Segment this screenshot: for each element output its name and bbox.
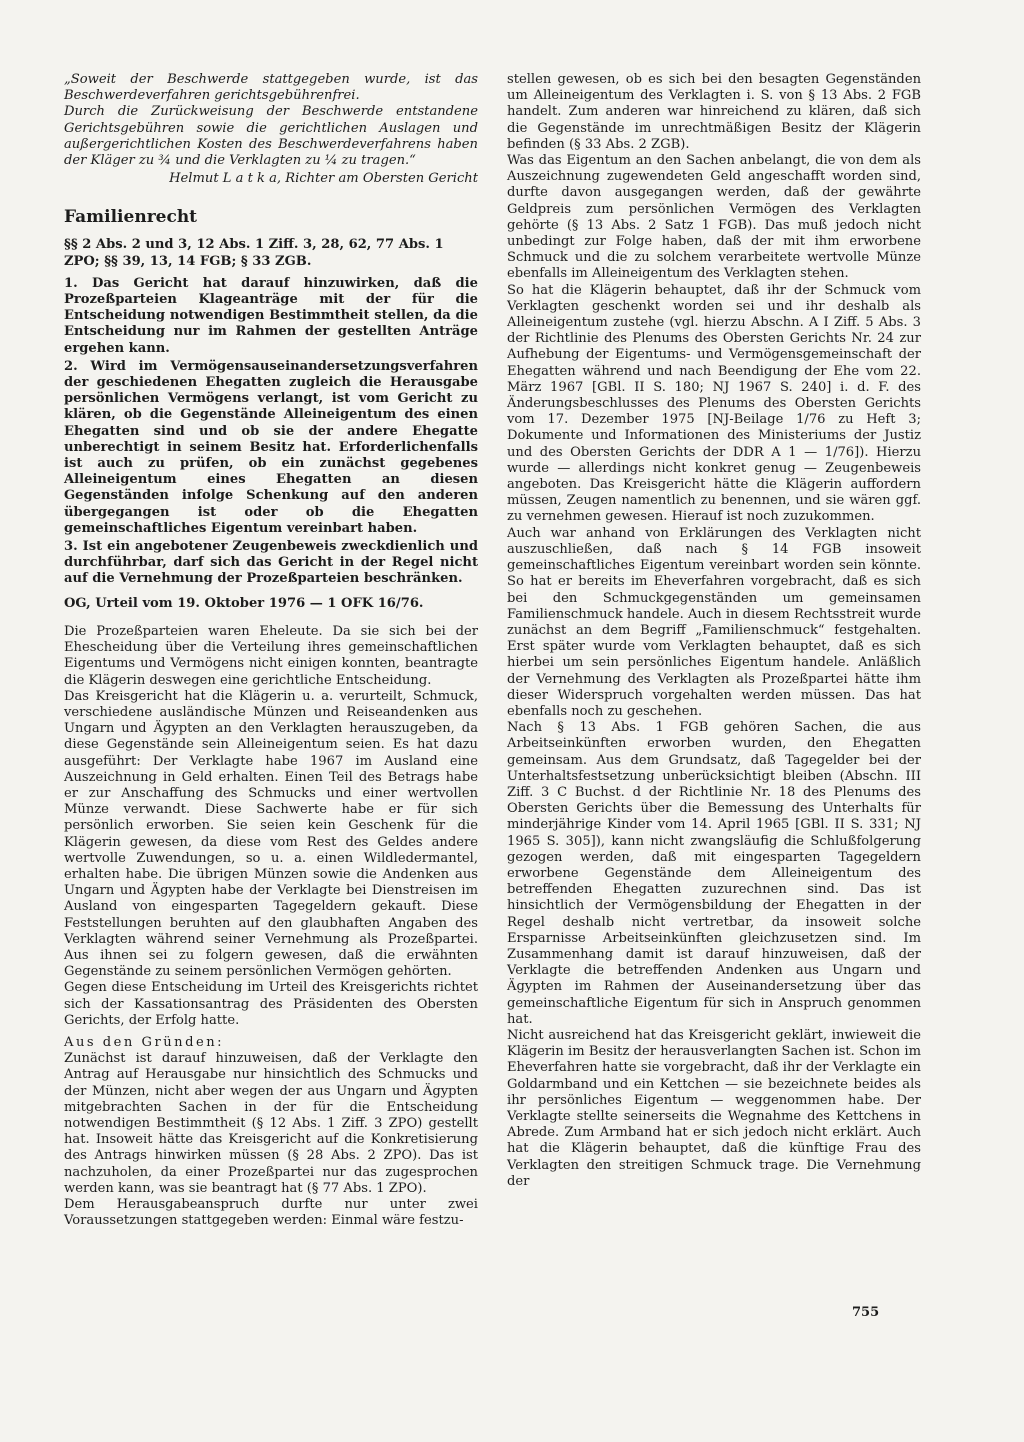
right-paragraph-4: Auch war anhand von Erklärungen des Verklagten nicht auszuschließen, daß nach § 14 FGB insoweit gemeinschaftliches Eigentum vereinbart worden sein könnte. So hat er bereits im Eheverfahren vorgebracht, daß es sich bei den Schmuckgegenständen um gemeinsamen Familienschmuck handele. Auch in diesem Rechtsstreit wurde zunächst an dem Begriff „Familienschmuck“ festgehalten. Erst später wurde vom Verklagten behauptet, daß es sich hierbei um sein persönliches Eigentum handele. Anläßlich der Vernehmung des Verklagten als Prozeßpartei hätte ihm dieser Widerspruch vorgehalten werden müssen. Das hat ebenfalls noch zu geschehen. <box>507 525 921 719</box>
right-paragraph-3: So hat die Klägerin behauptet, daß ihr der Schmuck vom Verklagten geschenkt worden sei und ihr deshalb als Alleineigentum zustehe (vgl. hierzu Abschn. A I Ziff. 5 Abs. 3 der Richtlinie des Plenums des Obersten Gerichts Nr. 24 zur Aufhebung der Eigentums- und Vermögensgemeinschaft der Ehegatten während und nach Beendigung der Ehe vom 22. März 1967 [GBl. II S. 180; NJ 1967 S. 240] i. d. F. des Änderungsbeschlusses des Plenums des Obersten Gerichts vom 17. Dezember 1975 [NJ-Beilage 1/76 zu Heft 3; Dokumente und Informationen des Ministeriums der Justiz und des Obersten Gerichts der DDR A 1 — 1/76]). Hierzu wurde — allerdings nicht konkret genug — Zeugenbeweis angeboten. Das Kreisgericht hätte die Klägerin auffordern müssen, Zeugen namentlich zu benennen, und sie wären ggf. zu vernehmen gewesen. Hierauf ist noch zuzukommen. <box>507 282 921 525</box>
signature: Helmut L a t k a, Richter am Obersten Gericht <box>169 171 478 187</box>
reasons-paragraph-1: Zunächst ist darauf hinzuweisen, daß der Verklagte den Antrag auf Herausgabe nur hinsichtlich des Schmucks und der Münzen, nicht aber wegen der aus Ungarn und Ägypten mitgebrachten Sachen in der für die Entscheidung notwendigen Bestimmtheit (§ 12 Abs. 1 Ziff. 3 ZPO) gestellt hat. Insoweit hätte das Kreisgericht auf die Konkretisierung des Antrags hinwirken müssen (§ 28 Abs. 2 ZPO). Das ist nachzuholen, da einer Prozeßpartei nur das zugesprochen werden kann, was sie beantragt hat (§ 77 Abs. 1 ZPO). <box>64 1051 478 1196</box>
right-paragraph-1: stellen gewesen, ob es sich bei den besagten Gegenständen um Alleineigentum des Verklagten i. S. von § 13 Abs. 2 FGB handelt. Zum anderen war hinreichend zu klären, daß sich die Gegenstände im unrechtmäßigen Besitz der Klägerin befinden (§ 33 Abs. 2 ZGB). <box>507 72 921 152</box>
page-number: 755 <box>852 1305 880 1320</box>
headnote-1: 1. Das Gericht hat darauf hinzuwirken, daß die Prozeßparteien Klageanträge mit der für die Entscheidung notwendigen Bestimmtheit stellen, da die Entscheidung nur im Rahmen der gestellten Anträge ergehen kann. <box>64 275 478 356</box>
body-paragraph-2: Das Kreisgericht hat die Klägerin u. a. verurteilt, Schmuck, verschiedene ausländische Münzen und Reiseandenken aus Ungarn und Ägypten an den Verklagten herauszugeben, da diese Gegenstände sein Alleineigentum seien. Es hat dazu ausgeführt: Der Verklagte habe 1967 im Ausland eine Auszeichnung in Geld erhalten. Einen Teil des Betrags habe er zur Anschaffung des Schmucks und einer wertvollen Münze verwandt. Diese Sachwerte habe er für sich persönlich erworben. Sie seien kein Geschenk für die Klägerin gewesen, da diese vom Rest des Geldes andere wertvolle Zuwendungen, so u. a. einen Wildledermantel, erhalten habe. Die übrigen Münzen sowie die Andenken aus Ungarn und Ägypten habe der Verklagte bei Dienstreisen im Ausland von eingesparten Tagegeldern gekauft. Diese Feststellungen beruhten auf den glaubhaften Angaben des Verklagten während seiner Vernehmung als Prozeßpartei. Aus ihnen sei zu folgern gewesen, daß die erwähnten Gegenstände zu seinem persönlichen Vermögen gehörten. <box>64 688 478 980</box>
right-paragraph-2: Was das Eigentum an den Sachen anbelangt, die von dem als Auszeichnung zugewendeten Geld angeschafft worden sind, durfte davon ausgegangen werden, daß der gewährte Geldpreis zum persönlichen Vermögen des Verklagten gehörte (§ 13 Abs. 2 Satz 1 FGB). Das muß jedoch nicht unbedingt zur Folge haben, daß der mit ihm erworbene Schmuck und die zu solchem verarbeitete wertvolle Münze ebenfalls im Alleineigentum des Verklagten stehen. <box>507 153 921 282</box>
reasons-heading: Aus den Gründen: <box>64 1034 225 1050</box>
norm-references: §§ 2 Abs. 2 und 3, 12 Abs. 1 Ziff. 3, 28, 62, 77 Abs. 1 ZPO; §§ 39, 13, 14 FGB; § 33 ZGB. <box>64 237 444 269</box>
right-paragraph-6: Nicht ausreichend hat das Kreisgericht geklärt, inwieweit die Klägerin im Besitz der herausverlangten Sachen ist. Schon im Eheverfahren hatte sie vorgebracht, daß ihr der Verklagte ein Goldarmband und ein Kettchen — sie bezeichnete beides als ihr persönliches Eigentum — weggenommen habe. Der Verklagte stellte seinerseits die Wegnahme des Kettchens in Abrede. Zum Armband hat er sich jedoch nicht erklärt. Auch hat die Klägerin behauptet, daß die künftige Frau des Verklagten den streitigen Schmuck trage. Die Vernehmung der <box>507 1027 921 1189</box>
body-paragraph-1: Die Prozeßparteien waren Eheleute. Da sie sich bei der Ehescheidung über die Verteilung ihres gemeinschaftlichen Eigentums und Vermögens nicht einigen konnten, beantragte die Klägerin deswegen eine gerichtliche Entscheidung. <box>64 623 478 688</box>
right-paragraph-5: Nach § 13 Abs. 1 FGB gehören Sachen, die aus Arbeitseinkünften erworben wurden, den Ehegatten gemeinsam. Aus dem Grundsatz, daß Tagegelder bei der Unterhaltsfestsetzung unberücksichtigt bleiben (Abschn. III Ziff. 3 C Buchst. d der Richtlinie Nr. 18 des Plenums des Obersten Gerichts über die Bemessung des Unterhalts für minderjährige Kinder vom 14. April 1965 [GBl. II S. 331; NJ 1965 S. 305]), kann nicht zwangsläufig die Schlußfolgerung gezogen werden, daß mit eingesparten Tagegeldern erworbene Gegenstände dem Alleineigentum des betreffenden Ehegatten zuzurechnen sind. Das ist hinsichtlich der Vermögensbildung der Ehegatten in der Regel deshalb nicht vertretbar, da insoweit solche Ersparnisse Arbeitseinkünften gleichzusetzen sind. Im Zusammenhang damit ist darauf hinzuweisen, daß der Verklagte die betreffenden Andenken aus Ungarn und Ägypten im Rahmen der Auseinandersetzung über das gemeinschaftliche Eigentum für sich in Anspruch genommen hat. <box>507 720 921 1027</box>
section-title: Familienrecht <box>64 207 198 228</box>
right-column <box>507 72 921 1190</box>
left-column <box>64 72 478 1229</box>
quote-paragraph-1: „Soweit der Beschwerde stattgegeben wurde, ist das Beschwerdeverfahren gerichtsgebührenfrei. <box>64 72 478 104</box>
headnote-2: 2. Wird im Vermögensauseinandersetzungsverfahren der geschiedenen Ehegatten zugleich die Herausgabe persönlichen Vermögens verlangt, ist vom Gericht zu klären, ob die Gegenstände Alleineigentum des einen Ehegatten sind und ob sie der andere Ehegatte unberechtigt in seinem Besitz hat. Erforderlichenfalls ist auch zu prüfen, ob ein zunächst gegebenes Alleineigentum eines Ehegatten an diesen Gegenständen infolge Schenkung auf den anderen übergegangen ist oder ob die Ehegatten gemeinschaftliches Eigentum vereinbart haben. <box>64 358 478 536</box>
reasons-paragraph-2: Dem Herausgabeanspruch durfte nur unter zwei Voraussetzungen stattgegeben werden: Einmal wäre festzu- <box>64 1197 478 1229</box>
body-paragraph-3: Gegen diese Entscheidung im Urteil des Kreisgerichts richtet sich der Kassationsantrag des Präsidenten des Obersten Gerichts, der Erfolg hatte. <box>64 980 478 1028</box>
decision-reference: OG, Urteil vom 19. Oktober 1976 — 1 OFK 16/76. <box>64 595 424 611</box>
quote-paragraph-2: Durch die Zurückweisung der Beschwerde entstandene Gerichtsgebühren sowie die gerichtlichen Auslagen und außergerichtlichen Kosten des Beschwerdeverfahrens haben der Kläger zu ¾ und die Verklagten zu ¼ zu tragen.“ <box>64 104 478 169</box>
headnote-3: 3. Ist ein angebotener Zeugenbeweis zweckdienlich und durchführbar, darf sich das Gericht in der Regel nicht auf die Vernehmung der Prozeßparteien beschränken. <box>64 539 478 587</box>
